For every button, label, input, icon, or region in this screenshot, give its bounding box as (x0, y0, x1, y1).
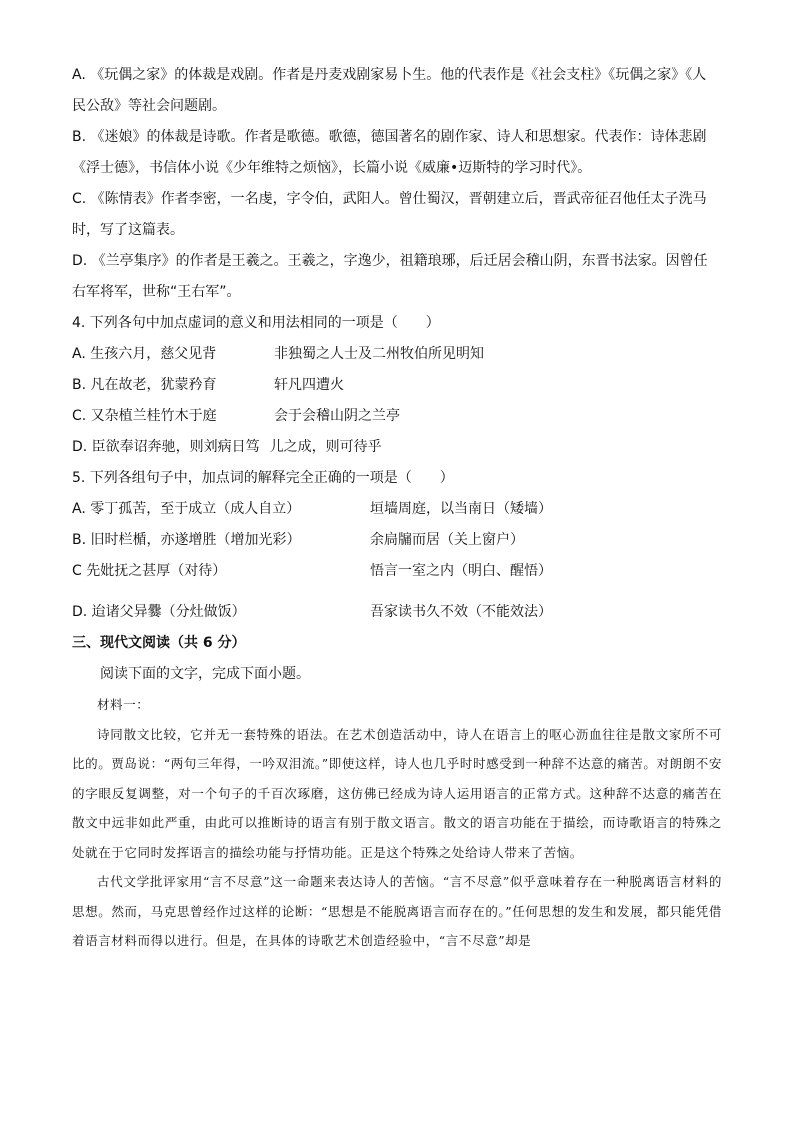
q4-option-c (72, 401, 722, 432)
material-paragraph-1: 诗同散文比较，它并无一套特殊的语法。在艺术创造活动中，诗人在语言上的呕心沥血往往是散文家所不可比的。贾岛说：“两句三年得，一吟双泪流。”即使这样，诗人也几乎时时感受到一种辞不达意的痛苦。对朗朗不安的字眼反复调整，对一个句子的千百次琢磨，这仿佛已经成为诗人运用语言的正常方式。这种辞不达意的痛苦在散文中远非如此严重，由此可以推断诗的语言有别于散文语言。散文的语言功能在于描绘，而诗歌语言的特殊之处就在于它同时发挥语言的描绘功能与抒情功能。正是这个特殊之处给诗人带来了苦恼。 (72, 726, 722, 860)
section-3-instruction: 阅读下面的文字，完成下面小题。 (100, 666, 310, 682)
document-page (72, 60, 722, 956)
material-paragraph-2: 古代文学批评家用“言不尽意”这一命题来表达诗人的苦恼。“言不尽意”似乎意味着存在一种脱离语言材料的思想。然而，马克思曾经作过这样的论断：“思想是不能脱离语言而存在的。”任何思想的发生和发展，都只能凭借着语言材料而得以进行。但是，在具体的诗歌艺术创造经验中，“言不尽意”却是 (72, 874, 722, 948)
q3-option-c-line1: C. 《陈情表》作者李密，一名虔，字令伯，武阳人。曾仕蜀汉，晋朝建立后，晋武帝征召他任太子洗马 (72, 191, 707, 207)
q4-option-c-right: 会于会稽山阴之兰亭 (274, 408, 400, 424)
question-4 (72, 308, 722, 463)
q5-option-b-left: B. 旧时栏楯，亦遂增胜（增加光彩） (72, 532, 301, 548)
q4-option-d-left: D. 臣欲奉诏奔驰，则刘病日笃 (72, 439, 260, 455)
q5-option-d-left: D. 迨诸父异爨（分灶做饭） (72, 604, 246, 620)
material-one (72, 690, 722, 956)
q3-options (72, 60, 722, 308)
q3-option-a-line1: A. 《玩偶之家》的体裁是戏剧。作者是丹麦戏剧家易卜生。他的代表作是《社会支柱》《玩偶之家》《人 (72, 67, 707, 83)
q5-option-a-left: A. 零丁孤苦，至于成立（成人自立） (72, 501, 301, 517)
q4-option-a (72, 339, 722, 370)
q4-option-d (72, 432, 722, 463)
q4-option-b (72, 370, 722, 401)
q5-option-c-right: 悟言一室之内（明白、醒悟） (370, 563, 552, 579)
q4-option-c-left: C. 又杂植兰桂竹木于庭 (72, 408, 217, 424)
q3-option-c-line2: 时，写了这篇表。 (72, 222, 184, 238)
spacer (72, 587, 722, 597)
q4-option-d-gap (260, 432, 270, 463)
q5-option-b (72, 525, 722, 556)
q4-option-d-right: 儿之成，则可待乎 (269, 439, 382, 455)
q4-option-a-right: 非独蜀之人士及二州牧伯所见明知 (274, 346, 484, 362)
q5-option-c (72, 556, 722, 587)
q4-option-b-left: B. 凡在故老，犹蒙矜育 (72, 377, 217, 393)
q3-option-b-line1: B. 《迷娘》的体裁是诗歌。作者是歌德。歌德，德国著名的剧作家、诗人和思想家。代表作：诗体悲剧 (72, 129, 707, 145)
section-3-heading: 三、现代文阅读（共 6 分） (72, 635, 246, 651)
q5-option-a-right: 垣墙周庭，以当南日（矮墙） (370, 501, 552, 517)
q5-option-a (72, 494, 722, 525)
q5-stem: 5. 下列各组句子中，加点词的解释完全正确的一项是（ ） (72, 470, 454, 486)
q4-option-b-right: 轩凡四遭火 (274, 377, 344, 393)
section-3 (72, 628, 722, 956)
q4-option-a-left: A. 生孩六月，慈父见背 (72, 346, 217, 362)
q5-option-d (72, 597, 722, 628)
q4-stem: 4. 下列各句中加点虚词的意义和用法相同的一项是（ ） (72, 315, 440, 331)
q3-option-a-line2: 民公敌》等社会问题剧。 (72, 98, 226, 114)
q3-option-d-line1: D. 《兰亭集序》的作者是王羲之。王羲之，字逸少，祖籍琅琊，后迁居会稽山阴，东晋书法家。因曾任 (72, 253, 708, 269)
q3-option-d-line2: 右军将军，世称“王右军”。 (72, 284, 241, 300)
q5-option-c-left: C 先妣抚之甚厚（对待） (72, 563, 227, 579)
q5-option-b-right: 余扃牖而居（关上窗户） (370, 532, 524, 548)
q3-option-b-line2: 《浮士德》，书信体小说《少年维特之烦恼》，长篇小说《威廉•迈斯特的学习时代》。 (72, 160, 592, 176)
question-5 (72, 463, 722, 628)
material-one-label: 材料一： (97, 697, 150, 712)
q5-option-d-right: 吾家读书久不效（不能效法） (370, 604, 552, 620)
